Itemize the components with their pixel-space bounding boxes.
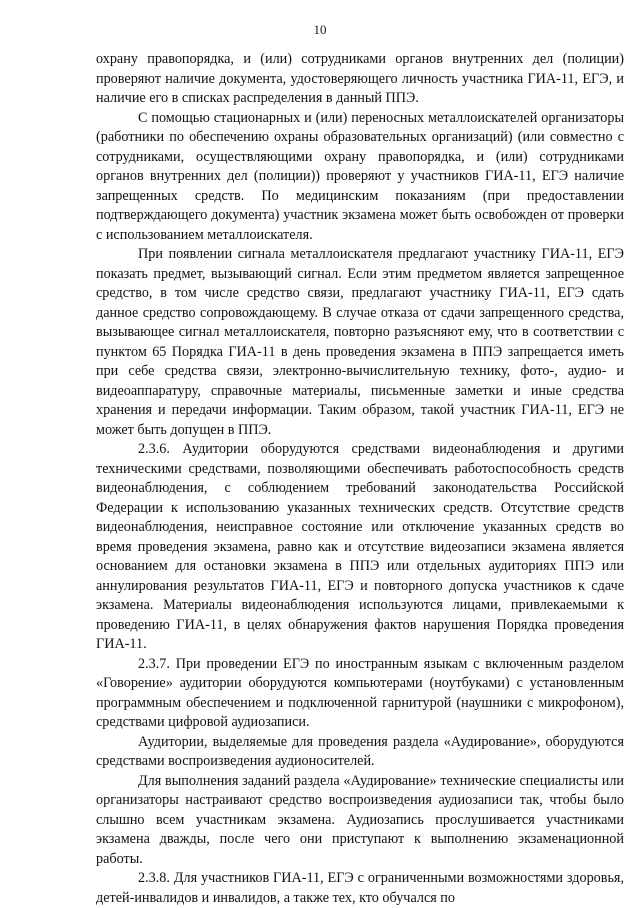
paragraph-2: С помощью стационарных и (или) переносных металлоискателей организаторы (работники по обеспечению охраны образовательных организаций) (или совместно с сотрудниками, осуществляющими охрану правопорядка, и (или) сотрудниками органов внутренних дел (полиции)) проверяют у участников ГИА-11, ЕГЭ наличие запрещенных средств. По медицинским показаниям (при предоставлении подтверждающего документа) участник экзамена может быть освобожден от проверки с использованием металлоискателя. (96, 109, 624, 243)
paragraph-1: охрану правопорядка, и (или) сотрудниками органов внутренних дел (полиции) проверяют наличие документа, удостоверяющего личность участника ГИА-11, ЕГЭ, и наличие его в списках распределения в данный ППЭ. (96, 51, 624, 106)
paragraph-6: Аудитории, выделяемые для проведения раздела «Аудирование», оборудуются средствами воспроизведения аудионосителей. (96, 733, 624, 769)
page-number: 10 (313, 22, 327, 37)
paragraph-5: 2.3.7. При проведении ЕГЭ по иностранным языкам с включенным разделом «Говорение» аудитории оборудуются компьютерами (ноутбуками) с установленным программным обеспечением и подключенной гарнитурой (наушники с микрофоном), средствами цифровой аудиозаписи. (96, 655, 624, 730)
paragraph-8: 2.3.8. Для участников ГИА-11, ЕГЭ с ограниченными возможностями здоровья, детей-инвалидов и инвалидов, а также тех, кто обучался по (96, 870, 624, 906)
document-body (96, 50, 624, 908)
paragraph-3: При появлении сигнала металлоискателя предлагают участнику ГИА-11, ЕГЭ показать предмет, вызывающий сигнал. Если этим предметом является запрещенное средство, в том числе средство связи, предлагают участнику ГИА-11, ЕГЭ сдать данное средство сопровождающему. В случае отказа от сдачи запрещенного средства, вызывающее сигнал металлоискателя, повторно разъясняют ему, что в соответствии с пунктом 65 Порядка ГИА-11 в день проведения экзамена в ППЭ запрещается иметь при себе средства связи, электронно-вычислительную технику, фото-, аудио- и видеоаппаратуру, справочные материалы, письменные заметки и иные средства хранения и передачи информации. Таким образом, такой участник ГИА-11, ЕГЭ не может быть допущен в ППЭ. (96, 246, 624, 438)
paragraph-4: 2.3.6. Аудитории оборудуются средствами видеонаблюдения и другими техническими средствами, позволяющими обеспечивать работоспособность средств видеонаблюдения, с соблюдением требований законодательства Российской Федерации к использованию указанных технических средств. Отсутствие средств видеонаблюдения, неисправное состояние или отключение указанных средств во время проведения экзамена, равно как и отсутствие видеозаписи экзамена является основанием для остановки экзамена в ППЭ или отдельных аудиториях ППЭ или аннулирования результатов ГИА-11, ЕГЭ и повторного допуска участников к сдаче экзамена. Материалы видеонаблюдения используются лицами, привлекаемыми к проведению ГИА-11, в целях обнаружения фактов нарушения Порядка проведения ГИА-11. (96, 441, 624, 652)
paragraph-7: Для выполнения заданий раздела «Аудирование» технические специалисты или организаторы настраивают средство воспроизведения аудиозаписи так, чтобы было слышно всем участникам экзамена. Аудиозапись прослушивается участниками экзамена дважды, после чего они приступают к выполнению экзаменационной работы. (96, 772, 624, 867)
